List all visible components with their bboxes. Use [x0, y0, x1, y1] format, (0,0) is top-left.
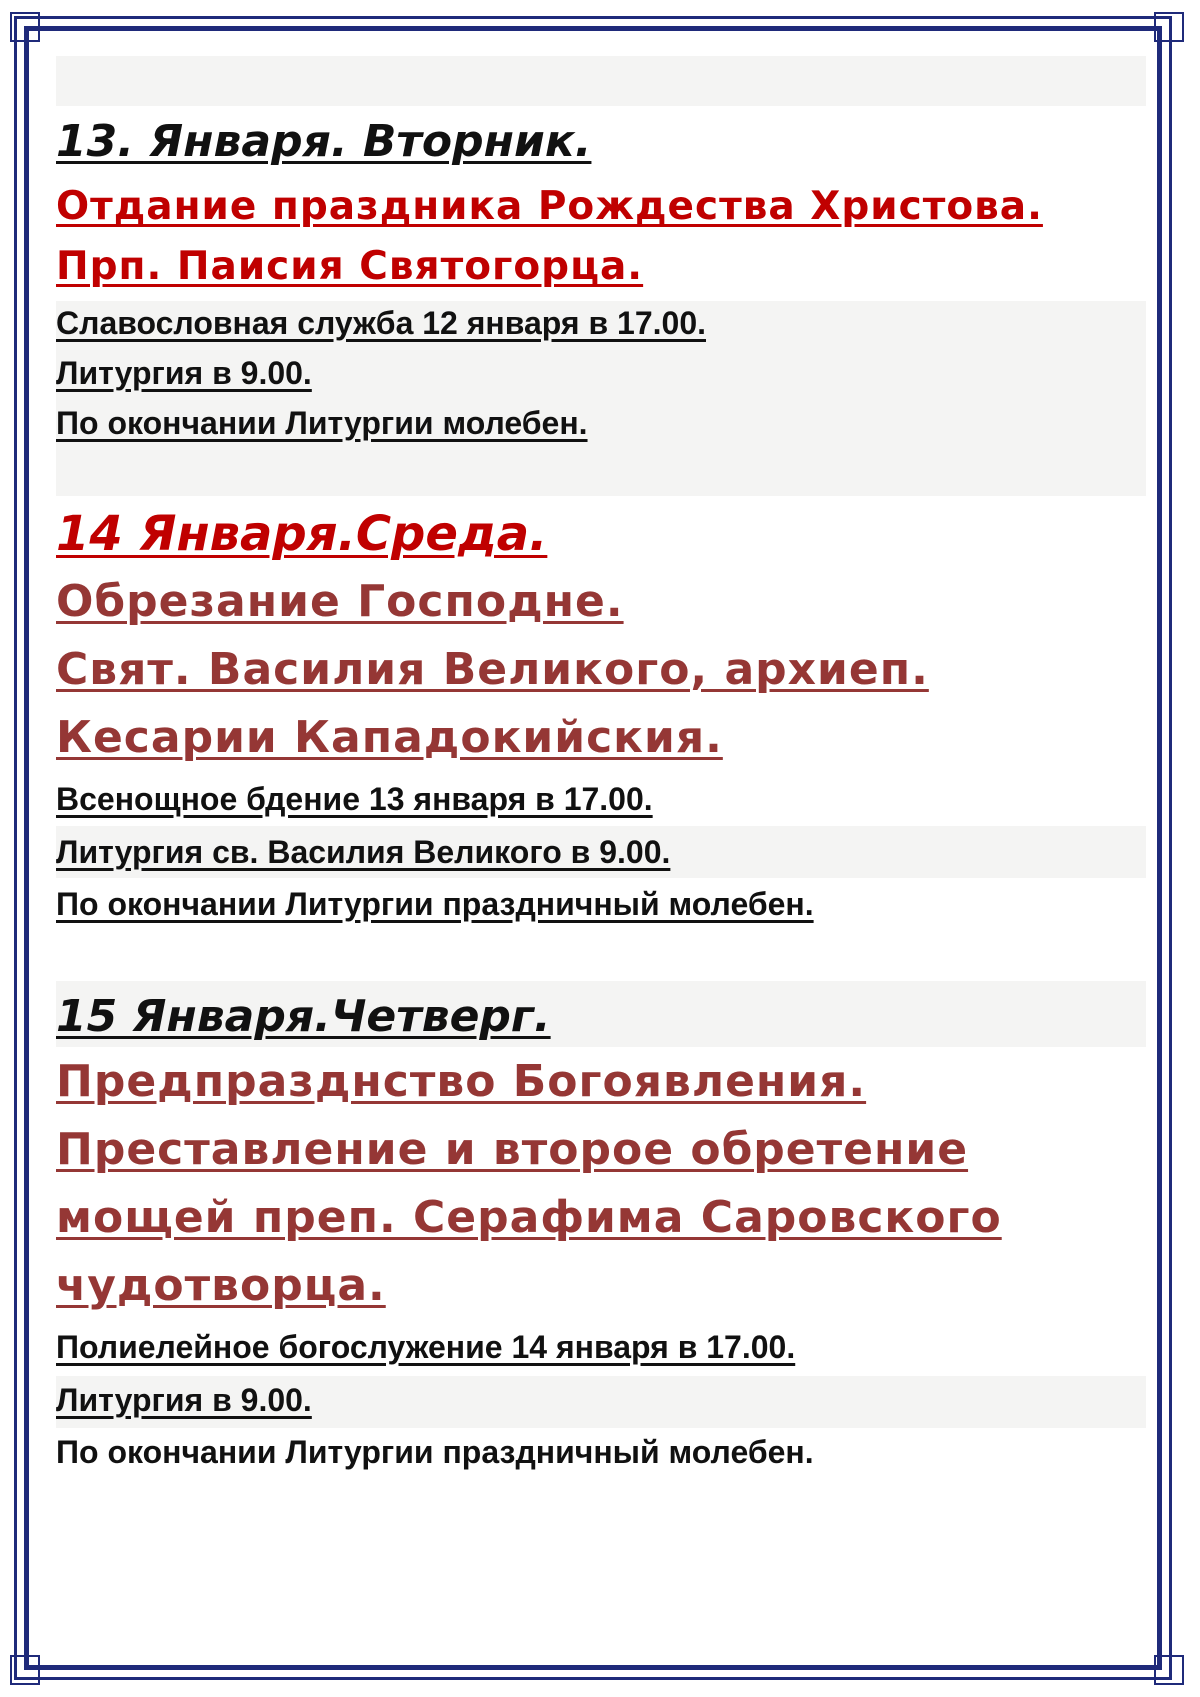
service-time: Славословная служба 12 января в 17.00.	[56, 305, 706, 341]
service-time: Полиелейное богослужение 14 января в 17.00.	[56, 1329, 796, 1365]
service-time: Литургия в 9.00.	[56, 355, 312, 391]
feast-title: чудотворца.	[56, 1260, 386, 1311]
day-date: 15 Января.Четверг.	[56, 991, 551, 1042]
service-time: Всенощное бдение 13 января в 17.00.	[56, 781, 653, 817]
day-date: 13. Января. Вторник.	[56, 116, 592, 167]
feast-title: Предпразднство Богоявления.	[56, 1056, 867, 1107]
feast-title: Обрезание Господне.	[56, 576, 624, 627]
highlight-band	[56, 56, 1146, 106]
service-note: По окончании Литургии праздничный молебен.	[56, 1434, 814, 1470]
service-time: Литургия в 9.00.	[56, 1382, 312, 1418]
feast-title: Преставление и второе обретение	[56, 1124, 969, 1175]
border-corner-ornament	[1154, 12, 1184, 42]
service-time: Литургия св. Василия Великого в 9.00.	[56, 834, 671, 870]
border-corner-ornament	[10, 1655, 40, 1685]
border-corner-ornament	[10, 12, 40, 42]
feast-title: мощей преп. Серафима Саровского	[56, 1192, 1002, 1243]
feast-title: Кесарии Кападокийския.	[56, 712, 723, 763]
service-note: По окончании Литургии праздничный молебен.	[56, 886, 814, 922]
feast-title: Свят. Василия Великого, архиеп.	[56, 644, 929, 695]
feast-title: Прп. Паисия Святогорца.	[56, 244, 644, 289]
feast-title: Отдание праздника Рождества Христова.	[56, 184, 1043, 229]
day-date: 14 Января.Среда.	[56, 506, 548, 562]
service-note: По окончании Литургии молебен.	[56, 405, 588, 441]
border-corner-ornament	[1154, 1655, 1184, 1685]
